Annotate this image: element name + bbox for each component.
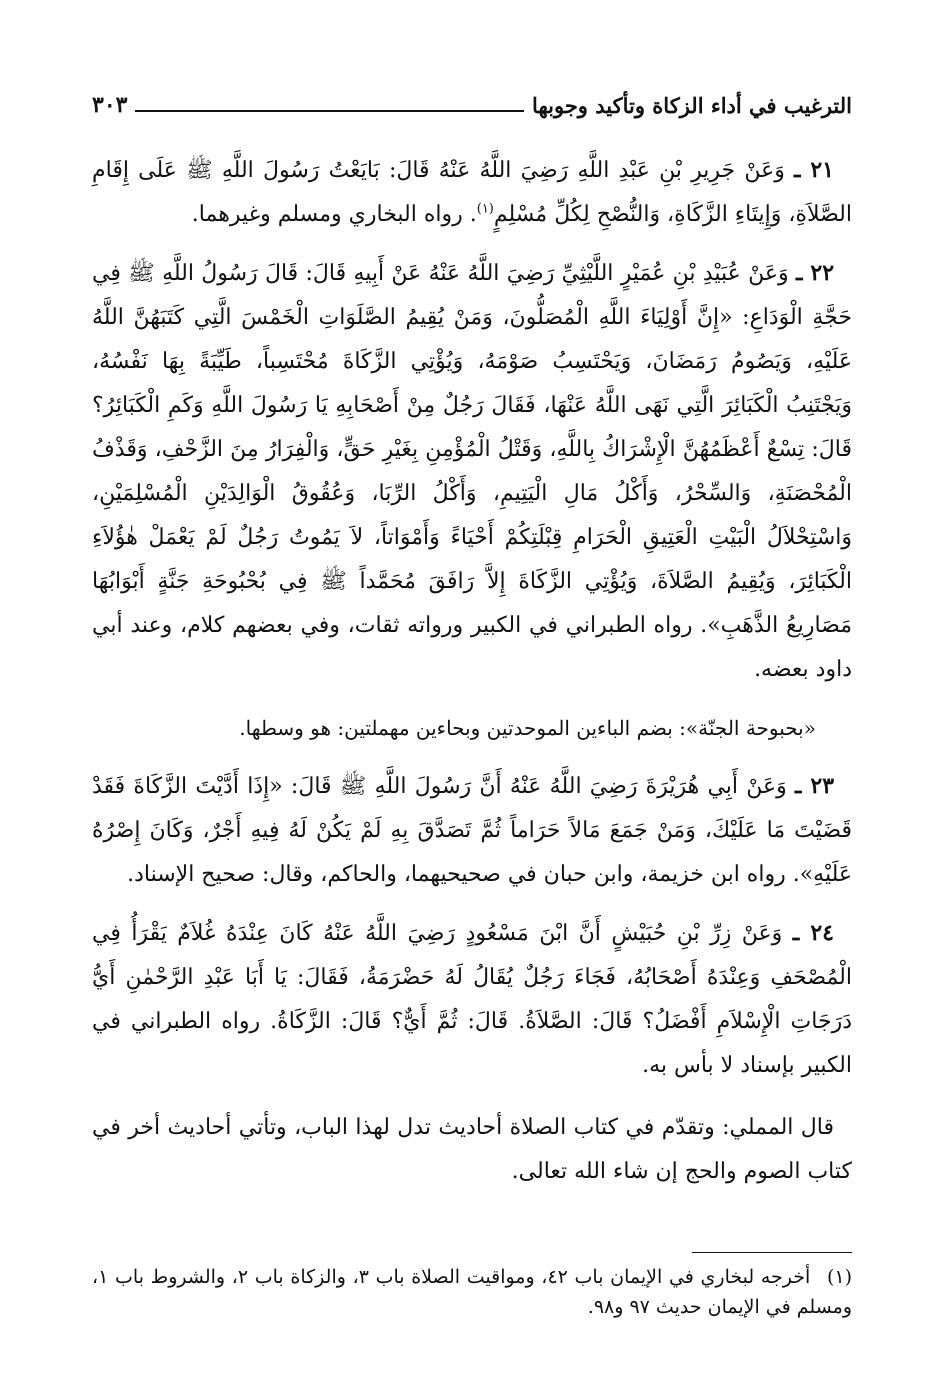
page-number: ٣٠٣ <box>92 92 128 118</box>
chapter-title: الترغيب في أداء الزكاة وتأكيد وجوبها <box>532 93 852 118</box>
editor-note: قال المملي: وتقدّم في كتاب الصلاة أحاديث تدل لهذا الباب، وتأتي أحاديث أخر في كتاب الصوم والحج إن شاء الله تعالى. <box>92 1115 852 1184</box>
running-header <box>92 88 852 122</box>
hadith-source: . رواه البخاري ومسلم وغيرهما. <box>191 202 477 227</box>
footnote-marker: (١) <box>826 1266 852 1288</box>
footnote-separator <box>692 1252 852 1253</box>
footnote-text: أخرجه لبخاري في الإيمان باب ٤٢، ومواقيت الصلاة باب ٣، والزكاة باب ٢، والشروط باب ١، ومسلم في الإيمان حديث ٩٧ و٩٨. <box>92 1266 852 1318</box>
hadith-number: ٢٣ ـ <box>795 773 835 799</box>
footnote-reference: (١) <box>476 201 494 217</box>
hadith-number: ٢٤ ـ <box>792 920 834 946</box>
word-gloss: «بحبوحة الجنّة»: بضم الباءين الموحدتين وبحاءين مهملتين: هو وسطها. <box>239 716 816 740</box>
hadith-22 <box>92 251 852 692</box>
hadith-text: وَعَنْ أَبِي هُرَيْرَةَ رَضِيَ اللَّهُ عَنْهُ أَنَّ رَسُولَ اللَّهِ ﷺ قَالَ: «إِذَا أَدَّيْتَ الزَّكَاةَ فَقَدْ قَضَيْتَ مَا عَلَيْكَ، وَمَنْ جَمَعَ مَالاً حَرَاماً ثُمَّ تَصَدَّقَ بِهِ لَمْ يَكُنْ لَهُ فِيهِ أَجْرٌ، وَكَانَ إِصْرُهُ عَلَيْهِ» <box>92 774 852 887</box>
hadith-21 <box>92 148 852 237</box>
hadith-text: وَعَنْ عُبَيْدِ بْنِ عُمَيْرٍ اللَّيْثِيِّ رَضِيَ اللَّهُ عَنْهُ عَنْ أَبِيهِ قَالَ: قَالَ رَسُولُ اللَّهِ ﷺ فِي حَجَّةِ الْوَدَاعِ: «إِنَّ أَوْلِيَاءَ اللَّهِ الْمُصَلُّونَ، وَمَنْ يُقِيمُ الصَّلَوَاتِ الْخَمْسَ الَّتِي كَتَبَهُنَّ اللَّهُ عَلَيْهِ، وَيَصُومُ رَمَضَانَ، وَيَحْتَسِبُ صَوْمَهُ، وَيُؤْتِي الزَّكَاةَ مُحْتَسِباً، طَيِّبَةً بِهَا نَفْسُهُ، وَيَجْتَنِبُ الْكَبَائِرَ الَّتِي نَهَى اللَّهُ عَنْهَا، فَقَالَ رَجُلٌ مِنْ أَصْحَابِهِ يَا رَسُولَ اللَّهِ وَكَمِ الْكَبَائِرُ؟ قَالَ: تِسْعٌ أَعْظَمُهُنَّ الْإِشْرَاكُ بِاللَّهِ، وَقَتْلُ الْمُؤْمِنِ بِغَيْرِ حَقٍّ، وَالْفِرَارُ مِنَ الزَّحْفِ، وَقَذْفُ الْمُحْصَنَةِ، وَالسِّحْرُ، وَأَكْلُ مَالِ الْيَتِيمِ، وَأَكْلُ الرِّبَا، وَعُقُوقُ الْوَالِدَيْنِ الْمُسْلِمَيْنِ، وَاسْتِحْلاَلُ الْبَيْتِ الْعَتِيقِ الْحَرَامِ قِبْلَتِكُمْ أَحْيَاءً وَأَمْوَاتاً، لاَ يَمُوتُ رَجُلٌ لَمْ يَعْمَلْ هٰؤُلاَءِ الْكَبَائِرَ، وَيُقِيمُ الصَّلاَةَ، وَيُؤْتِي الزَّكَاةَ إِلاَّ رَافَقَ مُحَمَّداً ﷺ فِي بُحْبُوحَةِ جَنَّةٍ أَبْوَابُهَا مَصَارِيعُ الذَّهَبِ» <box>92 261 853 638</box>
hadith-24 <box>92 911 852 1088</box>
main-text <box>92 148 852 1194</box>
hadith-source: . رواه الطبراني في الكبير بإسناد لا بأس به. <box>92 1009 852 1078</box>
hadith-source: . رواه الطبراني في الكبير ورواته ثقات، وفي بعضهم كلام، وعند أبي داود بعضه. <box>92 613 852 682</box>
hadith-number: ٢١ ـ <box>794 157 834 183</box>
footnote <box>92 1262 852 1322</box>
hadith-text: وَعَنْ جَرِيرِ بْنِ عَبْدِ اللَّهِ رَضِيَ اللَّهُ عَنْهُ قَالَ: بَايَعْتُ رَسُولَ اللَّهِ ﷺ عَلَى إِقَامِ الصَّلاَةِ، وَإِيتَاءِ الزَّكَاةِ، وَالنُّصْحِ لِكُلِّ مُسْلِمٍ <box>92 158 852 227</box>
hadith-text: وَعَنْ زِرِّ بْنِ حُبَيْشٍ أَنَّ ابْنَ مَسْعُودٍ رَضِيَ اللَّهُ عَنْهُ كَانَ عِنْدَهُ غُلاَمٌ يَقْرَأُ فِي الْمُصْحَفِ وَعِنْدَهُ أَصْحَابُهُ، فَجَاءَ رَجُلٌ يُقَالُ لَهُ حَضْرَمَةُ، فَقَالَ: يَا أَبَا عَبْدِ الرَّحْمٰنِ أَيُّ دَرَجَاتِ الْإِسْلاَمِ أَفْضَلُ؟ قَالَ: الصَّلاَةُ. قَالَ: ثُمَّ أَيٌّ؟ قَالَ: الزَّكَاةُ <box>92 921 852 1034</box>
header-rule <box>135 110 524 112</box>
hadith-number: ٢٢ ـ <box>795 260 835 286</box>
hadith-source: . رواه ابن خزيمة، وابن حبان في صحيحيهما، والحاكم، وقال: صحيح الإسناد. <box>127 862 800 887</box>
hadith-23 <box>92 764 852 897</box>
